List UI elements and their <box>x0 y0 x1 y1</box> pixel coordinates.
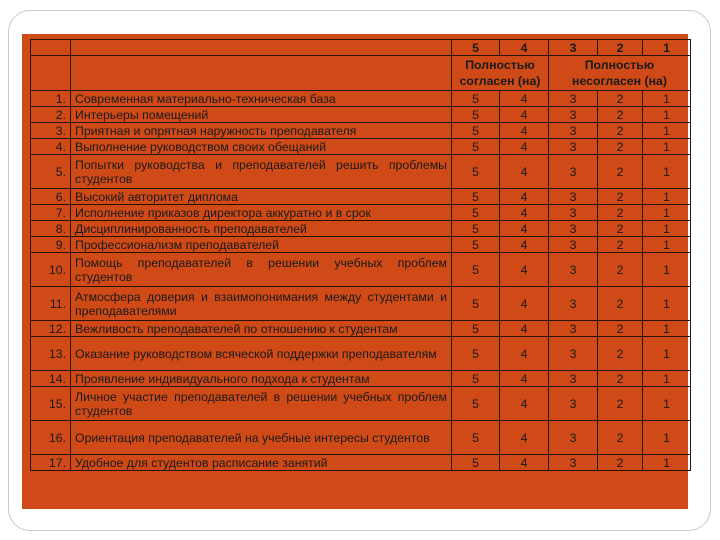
score-cell: 3 <box>549 321 598 337</box>
score-cell: 3 <box>549 189 598 205</box>
score-cell: 4 <box>500 189 549 205</box>
row-number: 6. <box>31 189 71 205</box>
score-cell: 4 <box>500 337 549 371</box>
score-cell: 1 <box>643 107 691 123</box>
header-score: 5 <box>452 40 500 56</box>
survey-table <box>30 39 691 471</box>
table-row <box>31 421 691 455</box>
score-cell: 4 <box>500 221 549 237</box>
header-score-row <box>31 40 691 56</box>
score-cell: 3 <box>549 107 598 123</box>
header-label-row <box>31 56 691 91</box>
header-empty-item <box>71 40 452 56</box>
score-cell: 2 <box>598 253 643 287</box>
row-number: 13. <box>31 337 71 371</box>
survey-item-text: Удобное для студентов расписание занятий <box>71 455 452 471</box>
score-cell: 2 <box>598 371 643 387</box>
score-cell: 2 <box>598 387 643 421</box>
score-cell: 5 <box>452 371 500 387</box>
score-cell: 5 <box>452 337 500 371</box>
score-cell: 1 <box>643 321 691 337</box>
score-cell: 1 <box>643 287 691 321</box>
score-cell: 5 <box>452 387 500 421</box>
score-cell: 4 <box>500 205 549 221</box>
row-number: 12. <box>31 321 71 337</box>
survey-item-text: Вежливость преподавателей по отношению к студентам <box>71 321 452 337</box>
score-cell: 5 <box>452 237 500 253</box>
score-cell: 1 <box>643 455 691 471</box>
score-cell: 2 <box>598 421 643 455</box>
score-cell: 5 <box>452 221 500 237</box>
score-cell: 3 <box>549 91 598 107</box>
row-number: 5. <box>31 155 71 189</box>
score-cell: 4 <box>500 371 549 387</box>
table-row <box>31 253 691 287</box>
score-cell: 3 <box>549 337 598 371</box>
score-cell: 1 <box>643 421 691 455</box>
score-cell: 1 <box>643 221 691 237</box>
score-cell: 5 <box>452 421 500 455</box>
score-cell: 4 <box>500 155 549 189</box>
survey-item-text: Выполнение руководством своих обещаний <box>71 139 452 155</box>
survey-item-text: Личное участие преподавателей в решении учебных проблем студентов <box>71 387 452 421</box>
score-cell: 5 <box>452 287 500 321</box>
score-cell: 2 <box>598 205 643 221</box>
score-cell: 2 <box>598 155 643 189</box>
table-row <box>31 107 691 123</box>
score-cell: 1 <box>643 123 691 139</box>
score-cell: 4 <box>500 321 549 337</box>
score-cell: 2 <box>598 287 643 321</box>
score-cell: 1 <box>643 371 691 387</box>
score-cell: 2 <box>598 321 643 337</box>
score-cell: 5 <box>452 107 500 123</box>
table-row <box>31 371 691 387</box>
row-number: 14. <box>31 371 71 387</box>
score-cell: 5 <box>452 123 500 139</box>
survey-item-text: Проявление индивидуального подхода к студентам <box>71 371 452 387</box>
score-cell: 1 <box>643 253 691 287</box>
score-cell: 3 <box>549 237 598 253</box>
survey-item-text: Интерьеры помещений <box>71 107 452 123</box>
score-cell: 1 <box>643 155 691 189</box>
table-row <box>31 455 691 471</box>
score-cell: 1 <box>643 189 691 205</box>
score-cell: 1 <box>643 237 691 253</box>
score-cell: 2 <box>598 237 643 253</box>
score-cell: 1 <box>643 387 691 421</box>
score-cell: 3 <box>549 455 598 471</box>
survey-item-text: Высокий авторитет диплома <box>71 189 452 205</box>
score-cell: 4 <box>500 287 549 321</box>
header-empty-num <box>31 40 71 56</box>
survey-item-text: Ориентация преподавателей на учебные интересы студентов <box>71 421 452 455</box>
row-number: 2. <box>31 107 71 123</box>
survey-item-text: Помощь преподавателей в решении учебных проблем студентов <box>71 253 452 287</box>
row-number: 3. <box>31 123 71 139</box>
table-row <box>31 237 691 253</box>
row-number: 15. <box>31 387 71 421</box>
table-row <box>31 337 691 371</box>
survey-item-text: Попытки руководства и преподавателей решить проблемы студентов <box>71 155 452 189</box>
survey-item-text: Оказание руководством всяческой поддержки преподавателям <box>71 337 452 371</box>
survey-item-text: Профессионализм преподавателей <box>71 237 452 253</box>
row-number: 11. <box>31 287 71 321</box>
row-number: 17. <box>31 455 71 471</box>
table-row <box>31 155 691 189</box>
score-cell: 4 <box>500 455 549 471</box>
score-cell: 4 <box>500 139 549 155</box>
table-row <box>31 205 691 221</box>
score-cell: 3 <box>549 371 598 387</box>
score-cell: 5 <box>452 205 500 221</box>
score-cell: 4 <box>500 253 549 287</box>
score-cell: 3 <box>549 123 598 139</box>
row-number: 9. <box>31 237 71 253</box>
header-agree-label: Полностью согласен (на) <box>452 56 549 91</box>
score-cell: 2 <box>598 189 643 205</box>
header-score: 4 <box>500 40 549 56</box>
score-cell: 5 <box>452 189 500 205</box>
score-cell: 4 <box>500 421 549 455</box>
row-number: 10. <box>31 253 71 287</box>
score-cell: 2 <box>598 123 643 139</box>
score-cell: 2 <box>598 455 643 471</box>
score-cell: 4 <box>500 387 549 421</box>
survey-table-panel <box>22 34 688 509</box>
row-number: 16. <box>31 421 71 455</box>
row-number: 8. <box>31 221 71 237</box>
score-cell: 3 <box>549 287 598 321</box>
header-empty-num <box>31 56 71 91</box>
table-row <box>31 321 691 337</box>
score-cell: 3 <box>549 155 598 189</box>
table-row <box>31 139 691 155</box>
score-cell: 4 <box>500 123 549 139</box>
score-cell: 3 <box>549 205 598 221</box>
score-cell: 3 <box>549 387 598 421</box>
survey-item-text: Исполнение приказов директора аккуратно и в срок <box>71 205 452 221</box>
score-cell: 2 <box>598 139 643 155</box>
header-score: 1 <box>643 40 691 56</box>
score-cell: 3 <box>549 221 598 237</box>
header-empty-item <box>71 56 452 91</box>
score-cell: 2 <box>598 107 643 123</box>
table-row <box>31 221 691 237</box>
table-row <box>31 91 691 107</box>
table-row <box>31 387 691 421</box>
header-score: 2 <box>598 40 643 56</box>
score-cell: 1 <box>643 205 691 221</box>
score-cell: 5 <box>452 321 500 337</box>
survey-item-text: Современная материально-техническая база <box>71 91 452 107</box>
score-cell: 4 <box>500 91 549 107</box>
score-cell: 3 <box>549 253 598 287</box>
row-number: 4. <box>31 139 71 155</box>
survey-item-text: Приятная и опрятная наружность преподавателя <box>71 123 452 139</box>
score-cell: 5 <box>452 91 500 107</box>
header-score: 3 <box>549 40 598 56</box>
survey-item-text: Атмосфера доверия и взаимопонимания между студентами и преподавателями <box>71 287 452 321</box>
score-cell: 2 <box>598 221 643 237</box>
survey-item-text: Дисциплинированность преподавателей <box>71 221 452 237</box>
score-cell: 5 <box>452 139 500 155</box>
score-cell: 1 <box>643 139 691 155</box>
table-row <box>31 189 691 205</box>
score-cell: 2 <box>598 337 643 371</box>
row-number: 1. <box>31 91 71 107</box>
score-cell: 3 <box>549 139 598 155</box>
score-cell: 4 <box>500 237 549 253</box>
score-cell: 4 <box>500 107 549 123</box>
row-number: 7. <box>31 205 71 221</box>
header-disagree-label: Полностью несогласен (на) <box>549 56 691 91</box>
table-row <box>31 287 691 321</box>
score-cell: 5 <box>452 455 500 471</box>
table-row <box>31 123 691 139</box>
score-cell: 2 <box>598 91 643 107</box>
score-cell: 3 <box>549 421 598 455</box>
score-cell: 1 <box>643 91 691 107</box>
score-cell: 5 <box>452 155 500 189</box>
score-cell: 5 <box>452 253 500 287</box>
score-cell: 1 <box>643 337 691 371</box>
